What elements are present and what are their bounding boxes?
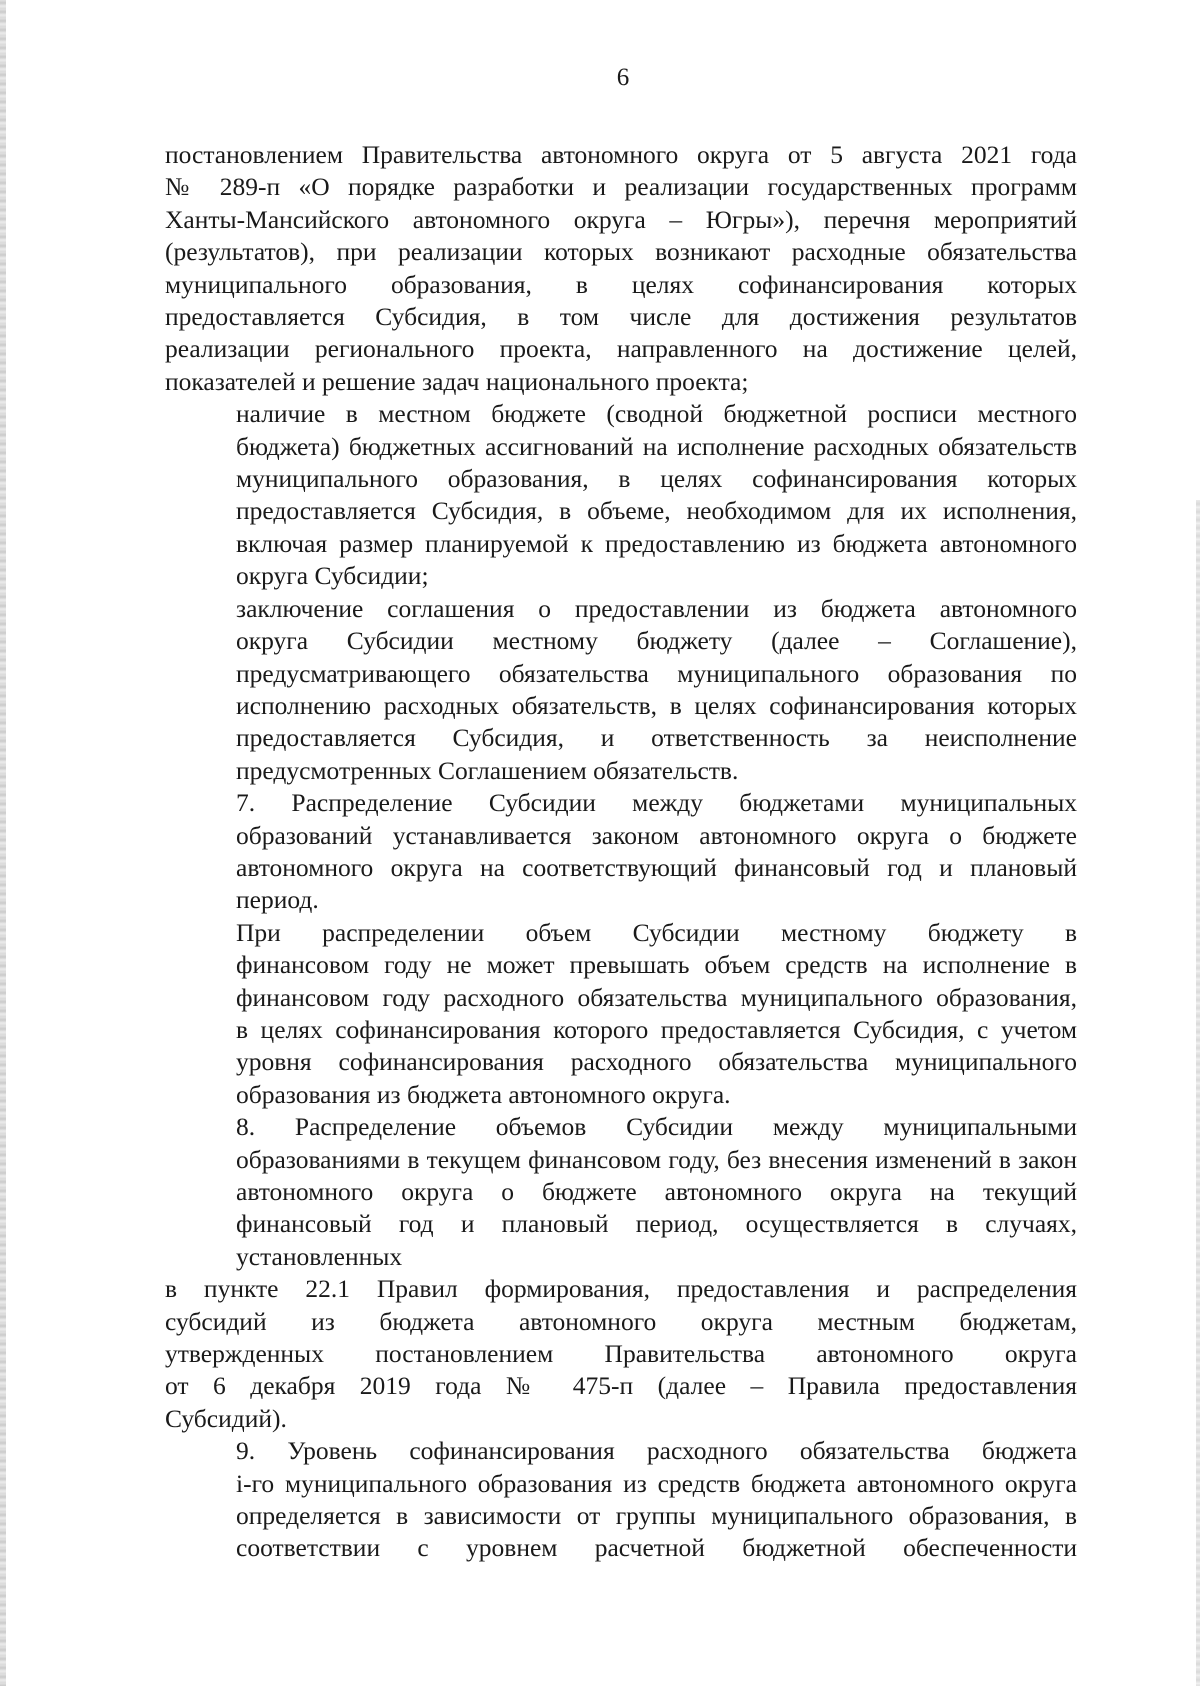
- document-body: [165, 139, 1077, 1565]
- text-line: предоставляется Субсидия, в том числе для достижения результатов: [165, 302, 1077, 332]
- text-line: в целях софинансирования которого предоставляется Субсидия, с учетом: [236, 1014, 1077, 1044]
- text-line: показателей и решение задач национального проекта;: [165, 366, 749, 396]
- text-line: включая размер планируемой к предоставлению из бюджета автономного: [236, 528, 1077, 558]
- text-line: 8. Распределение объемов Субсидии между муниципальными: [236, 1112, 1077, 1142]
- text-line: финансовый год и плановый период, осуществляется в случаях,: [236, 1209, 1077, 1239]
- scan-edge-right: [1196, 500, 1200, 1686]
- text-line: бюджета) бюджетных ассигнований на исполнение расходных обязательств: [236, 431, 1077, 461]
- paragraph-p3: [165, 593, 1077, 787]
- text-line: определяется в зависимости от группы муниципального образования, в: [236, 1501, 1077, 1531]
- text-line: уровня софинансирования расходного обязательства муниципального: [236, 1047, 1077, 1077]
- text-line: наличие в местном бюджете (сводной бюджетной росписи местного: [236, 399, 1077, 429]
- text-line: заключение соглашения о предоставлении из бюджета автономного: [236, 593, 1077, 623]
- paragraph-p8: [165, 1435, 1077, 1565]
- text-line: установленных: [236, 1241, 403, 1271]
- text-line: При распределении объем Субсидии местному бюджету в: [236, 917, 1077, 947]
- text-line: в пункте 22.1 Правил формирования, предоставления и распределения: [165, 1274, 1077, 1304]
- text-line: образований устанавливается законом автономного округа о бюджете: [236, 820, 1077, 850]
- page-number: 6: [616, 64, 630, 91]
- text-line: финансовом году расходного обязательства муниципального образования,: [236, 982, 1077, 1012]
- text-line: 9. Уровень софинансирования расходного обязательства бюджета: [236, 1436, 1077, 1466]
- text-line: исполнению расходных обязательств, в целях софинансирования которых: [236, 690, 1077, 720]
- paragraph-p4: [165, 787, 1077, 917]
- text-line: предусматривающего обязательства муниципального образования по: [236, 658, 1077, 688]
- paragraph-p2: [165, 398, 1077, 592]
- text-line: предоставляется Субсидия, и ответственность за неисполнение: [236, 723, 1077, 753]
- text-line: субсидий из бюджета автономного округа местным бюджетам,: [165, 1306, 1077, 1336]
- paragraph-p1: [165, 139, 1077, 398]
- text-line: № 289-п «О порядке разработки и реализации государственных программ: [165, 172, 1077, 202]
- text-line: утвержденных постановлением Правительства автономного округа: [165, 1339, 1077, 1369]
- text-line: образованиями в текущем финансовом году, без внесения изменений в закон: [236, 1144, 1077, 1174]
- paragraph-p6: [165, 1111, 1077, 1273]
- text-line: Субсидий).: [165, 1403, 287, 1433]
- text-line: муниципального образования, в целях софинансирования которых: [165, 269, 1077, 299]
- paragraph-p5: [165, 917, 1077, 1111]
- text-line: (результатов), при реализации которых возникают расходные обязательства: [165, 237, 1077, 267]
- text-line: постановлением Правительства автономного округа от 5 августа 2021 года: [165, 140, 1077, 169]
- text-line: реализации регионального проекта, направленного на достижение целей,: [165, 334, 1077, 364]
- text-line: соответствии с уровнем расчетной бюджетной обеспеченности: [236, 1533, 1077, 1563]
- text-line: муниципального образования, в целях софинансирования которых: [236, 464, 1077, 494]
- text-line: от 6 декабря 2019 года № 475-п (далее – Правила предоставления: [165, 1371, 1077, 1401]
- text-line: 7. Распределение Субсидии между бюджетами муниципальных: [236, 788, 1077, 818]
- text-line: округа Субсидии местному бюджету (далее – Соглашение),: [236, 626, 1077, 656]
- text-line: i-го муниципального образования из средств бюджета автономного округа: [236, 1468, 1077, 1498]
- text-line: Ханты-Мансийского автономного округа – Югры»), перечня мероприятий: [165, 204, 1077, 234]
- text-line: автономного округа о бюджете автономного округа на текущий: [236, 1177, 1077, 1206]
- text-line: образования из бюджета автономного округа.: [236, 1079, 731, 1109]
- text-line: автономного округа на соответствующий финансовый год и плановый: [236, 852, 1077, 882]
- paragraph-p7: [165, 1273, 1077, 1435]
- text-line: предусмотренных Соглашением обязательств.: [236, 755, 739, 785]
- text-line: период.: [236, 885, 319, 915]
- scan-edge-left: [0, 0, 6, 1686]
- text-line: финансовом году не может превышать объем средств на исполнение в: [236, 950, 1077, 980]
- text-line: предоставляется Субсидия, в объеме, необходимом для их исполнения,: [236, 496, 1077, 526]
- text-line: округа Субсидии;: [236, 561, 429, 591]
